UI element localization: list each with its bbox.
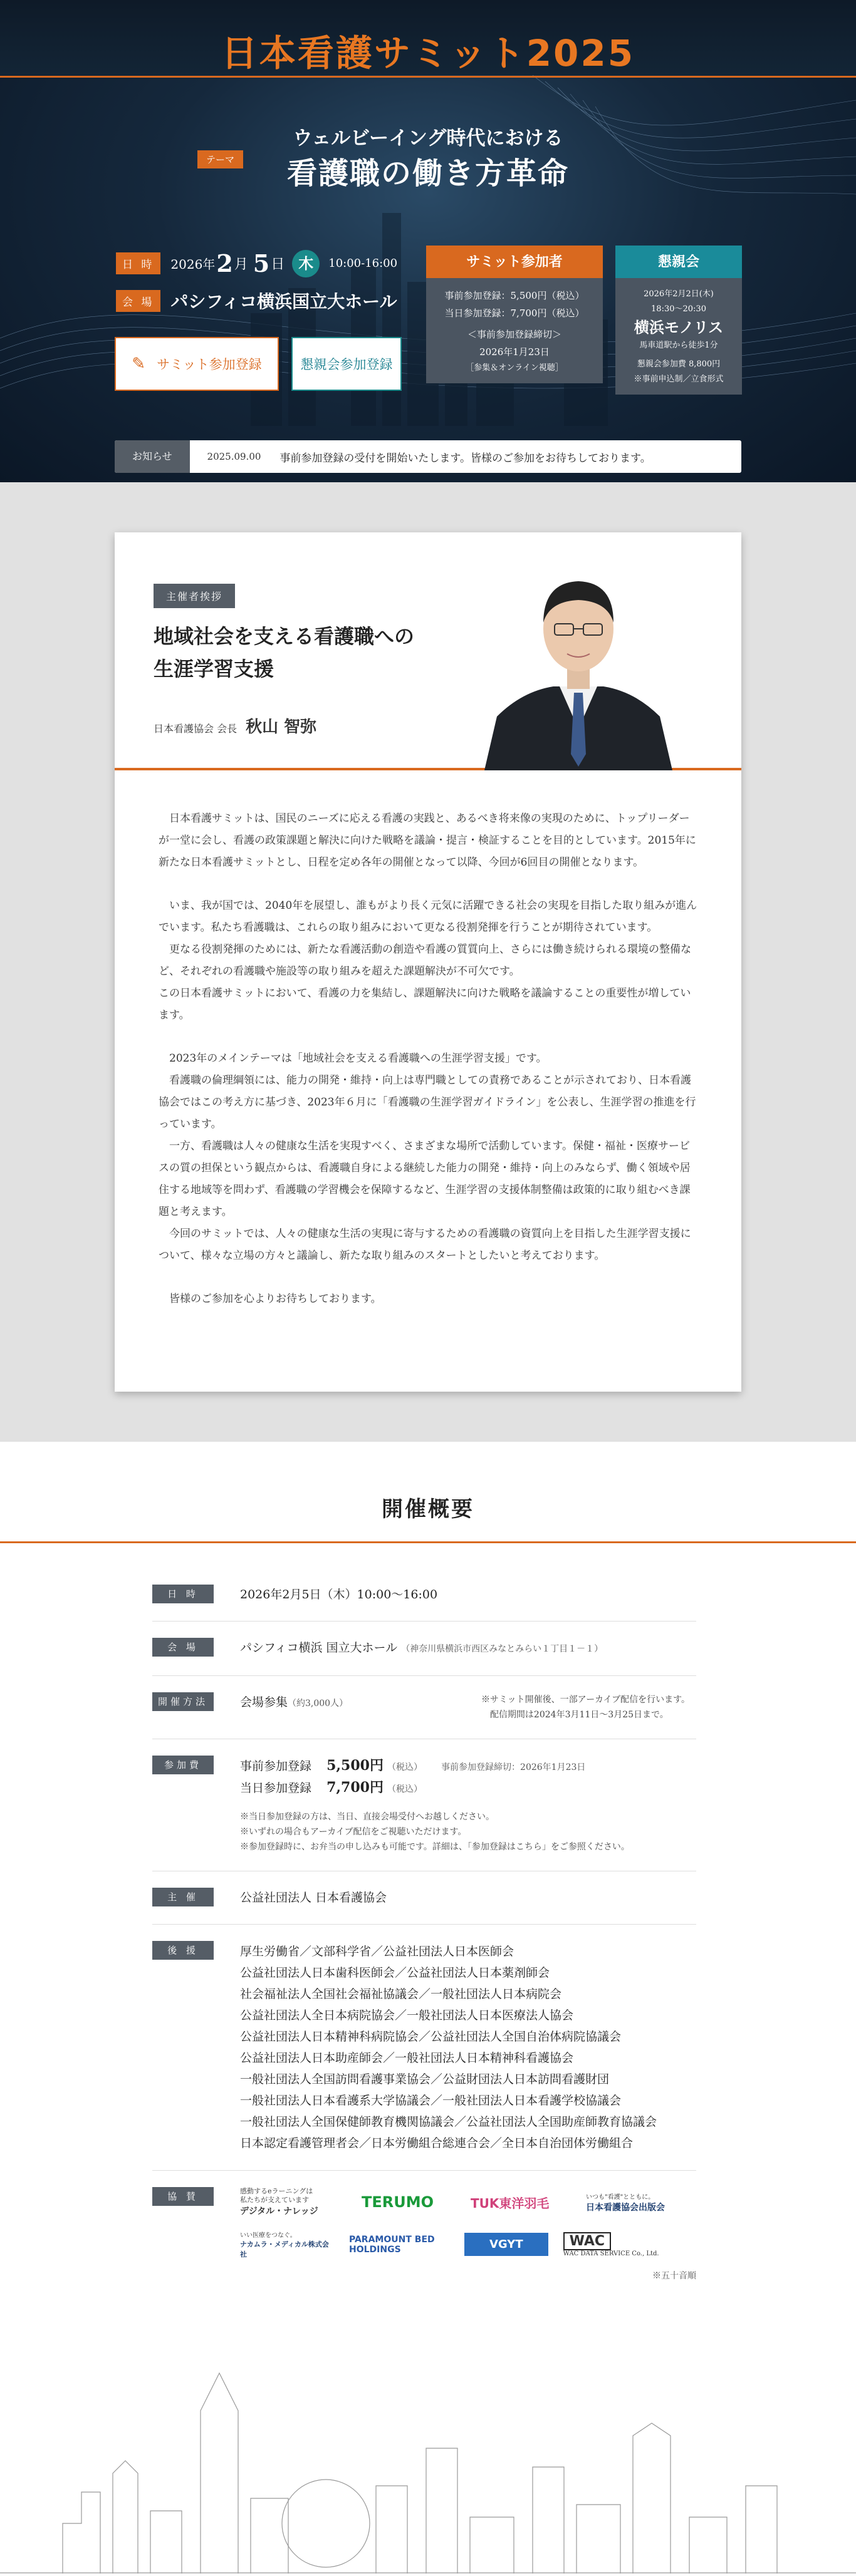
party-time: 18:30～20:30 (651, 304, 706, 314)
president-portrait (484, 547, 672, 770)
date-label: 日 時 (116, 252, 160, 274)
date-day: 5 (253, 249, 270, 277)
row-value (240, 1941, 696, 2154)
day-fee-label: 当日参加登録 (240, 1781, 312, 1795)
row-label: 参加費 (152, 1756, 214, 1774)
pencil-icon: ✎ (132, 354, 146, 373)
row-label: 協 賛 (152, 2187, 214, 2206)
party-register-button[interactable] (291, 337, 402, 391)
row-label: 日 時 (152, 1585, 214, 1603)
supporter-line: 日本認定看護管理者会／日本労働組合総連合会／全日本自治団体労働組合 (240, 2136, 634, 2150)
sponsor-logo-tuk[interactable]: TUK東洋羽毛 (471, 2195, 550, 2211)
sponsor-logo-wac[interactable] (563, 2232, 664, 2257)
sponsor-logo-paramount-bed[interactable]: PARAMOUNT BED HOLDINGS (349, 2234, 435, 2255)
sponsor-order-note: ※五十音順 (652, 2271, 696, 2281)
sponsor-logo-nakamura[interactable] (240, 2230, 334, 2259)
overview-row-venue (152, 1622, 696, 1676)
jna-name: 日本看護協会出版会 (586, 2202, 665, 2213)
row-value (240, 1756, 696, 1854)
notice-bar (115, 440, 741, 473)
row-value: 公益社団法人 日本看護協会 (240, 1891, 387, 1905)
overview-row-support (152, 1925, 696, 2171)
overview-row-host (152, 1871, 696, 1925)
signature-org: 日本看護協会 会長 (154, 723, 237, 735)
party-venue: 横浜モノリス (634, 318, 724, 336)
notice-date: 2025.09.00 (207, 451, 261, 462)
day-fee-price: 7,700円 (326, 1779, 384, 1796)
city-skyline-illustration (0, 2335, 856, 2573)
theme-title: 看護職の働き方革命 (286, 156, 569, 191)
signature-name: 秋山 智弥 (246, 718, 317, 737)
supporter-line: 社会福祉法人全国社会福祉協議会／一般社団法人日本病院会 (240, 1987, 562, 2001)
sponsor-logo-vgyt[interactable]: VGYT (464, 2233, 548, 2256)
fee-deadline: 事前参加登録締切：2026年1月23日 (441, 1762, 586, 1772)
date-month-unit: 月 (234, 257, 248, 272)
event-title: 日本看護サミット2025 (221, 32, 635, 75)
notice-label: お知らせ (115, 440, 190, 473)
greeting-title-line1: 地域社会を支える看護職への (154, 624, 415, 648)
method-value: 会場参集 (240, 1695, 288, 1709)
notice-text[interactable]: 事前参加登録の受付を開始いたします。皆様のご参加をお待ちしております。 (279, 452, 651, 465)
sponsor-logo-terumo[interactable]: TERUMO (362, 2193, 434, 2211)
row-label: 会 場 (152, 1638, 214, 1657)
supporter-line: 厚生労働省／文部科学省／公益社団法人日本医師会 (240, 1945, 514, 1958)
pre-fee-tax: （税込） (387, 1762, 422, 1772)
header-accent-line (0, 76, 856, 78)
overview-table (152, 1568, 696, 2298)
supporter-line: 一般社団法人全国保健師教育機関協議会／公益社団法人全国助産師教育協議会 (240, 2115, 657, 2129)
summit-fee-card (426, 246, 603, 383)
method-capacity: （約3,000人） (288, 1699, 348, 1709)
party-card-body (615, 278, 742, 395)
pre-fee-price: 5,500円 (326, 1757, 384, 1774)
date-day-unit: 日 (271, 257, 285, 272)
summit-day-fee: 当日参加登録：7,700円（税込） (444, 308, 585, 319)
greeting-header (115, 532, 741, 770)
party-card-title: 懇親会 (615, 246, 742, 278)
party-date: 2026年2月2日(木) (644, 289, 714, 299)
dk-tagline: 感動するeラーニングは (240, 2187, 313, 2195)
overview-row-sponsor (152, 2171, 696, 2298)
summit-deadline-date: 2026年1月23日 (479, 346, 550, 358)
archive-period: 配信期間は2024年3月11日～3月25日まで。 (489, 1710, 669, 1720)
overview-title: 開催概要 (382, 1497, 474, 1522)
summit-register-button[interactable] (115, 337, 279, 391)
greeting-paragraph: いま、我が国では、2040年を展望し、誰もがより長く元気に活躍できる社会の実現を目指した取り組みが進んでいます。私たち看護職は、これらの取り組みにおいて更なる役割発揮を行うことが期待されています。 更なる役割発揮のためには、新たな看護活動の創造や看護の質質向上、さらには働き続けられる環境の整備など、それぞれの看護職や施設等の取り組みを超えた課題解決が不可欠です。 この日本看護サミットにおいて、看護の力を集結し、課題解決に向けた戦略を議論することの重要性が増しています。 (159, 899, 697, 1022)
greeting-badge: 主催者挨拶 (154, 584, 235, 608)
row-value (240, 1638, 696, 1659)
venue-label: 会 場 (116, 290, 160, 312)
sponsor-logos (240, 2187, 696, 2259)
supporter-line: 公益社団法人日本精神科病院協会／公益社団法人全国自治体病院協議会 (240, 2030, 622, 2044)
wac-mark: WAC (563, 2232, 611, 2250)
weekday-badge: 木 (292, 250, 320, 277)
greeting-title (154, 620, 414, 685)
dk-name: デジタル・ナレッジ (240, 2206, 318, 2216)
row-value (240, 1692, 696, 1722)
overview-row-date (152, 1568, 696, 1622)
supporter-line: 公益社団法人全日本病院協会／一般社団法人日本医療法人協会 (240, 2009, 574, 2022)
event-date-row (116, 249, 397, 277)
summit-register-label: サミット参加登録 (157, 357, 262, 372)
venue-address: （神奈川県横浜市西区みなとみらい１丁目１－１） (401, 1644, 603, 1654)
greeting-card (115, 532, 741, 1392)
day-fee-tax: （税込） (387, 1784, 422, 1794)
event-venue-row (116, 288, 397, 313)
party-access: 馬車道駅から徒歩1分 (639, 341, 718, 350)
row-value: 2026年2月5日（木）10:00～16:00 (240, 1588, 438, 1601)
jna-tagline: いつも"看護"とともに。 (586, 2193, 655, 2201)
sponsor-logo-jna-publishing[interactable] (586, 2191, 692, 2213)
supporter-line: 公益社団法人日本歯科医師会／公益社団法人日本薬剤師会 (240, 1966, 550, 1980)
summit-card-body (426, 278, 603, 383)
party-note: ※事前申込制／立食形式 (634, 375, 724, 384)
greeting-paragraph: 皆様のご参加を心よりお待ちしております。 (159, 1293, 382, 1305)
greeting-paragraph: 2023年のメインテーマは「地域社会を支える看護職への生涯学習支援」です。 看護職の倫理綱領には、能力の開発・維持・向上は専門職としての責務であることが示されており、日本看護協会ではこの考え方に基づき、2023年６月に「看護職の生涯学習ガイドライン」を公表し、生涯学習の推進を行っています。 一方、看護職は人々の健康な生活を実現すべく、さまざまな場所で活動しています。保健・福祉・医療サービスの質の担保という観点からは、看護職自身による継続した能力の開発・維持・向上のみならず、働く領域や居住する地域等を問わず、看護職の学習機会を保障するなど、生涯学習の支援体制整備は政策的に取り組むべき課題と考えます。 今回のサミットでは、人々の健康な生活の実現に寄与するための看護職の資質向上を目指した生涯学習支援について、様々な立場の方々と議論し、新たな取り組みのスタートとしたいと考えております。 (159, 1052, 696, 1262)
hero (0, 0, 856, 482)
summit-pre-fee: 事前参加登録：5,500円（税込） (444, 290, 585, 301)
dk-tagline2: 私たちが支えています (240, 2196, 309, 2204)
greeting-paragraph: 日本看護サミットは、国民のニーズに応える看護の実践と、あるべき将来像の実現のために、トップリーダーが一堂に会し、看護の政策課題と解決に向けた戦略を議論・提言・検証することを目的としています。2015年に新たな日本看護サミットとし、日程を定め各年の開催となって以降、今回が6回目の開催となります。 (159, 812, 696, 869)
theme-subtitle: ウェルビーイング時代における (293, 127, 563, 150)
greeting-body (159, 808, 697, 1332)
row-label: 後 援 (152, 1941, 214, 1960)
archive-note: ※サミット開催後、一部アーカイブ配信を行います。 (481, 1695, 690, 1705)
overview-accent-line (0, 1541, 856, 1543)
event-time: 10:00-16:00 (328, 257, 398, 270)
summit-card-title: サミット参加者 (426, 246, 603, 278)
greeting-title-line2: 生涯学習支援 (154, 657, 274, 681)
supporter-line: 一般社団法人全国訪問看護事業協会／公益財団法人日本訪問看護財団 (240, 2072, 610, 2086)
greeting-section (0, 482, 856, 1442)
overview-row-fee (152, 1739, 696, 1871)
fee-note: ※参加登録時に、お弁当の申し込みも可能です。詳細は、「参加登録はこちら」をご参照ください。 (240, 1842, 630, 1852)
sponsor-logo-digital-knowledge[interactable] (240, 2187, 347, 2217)
date-year: 2026年 (170, 257, 216, 272)
nakamura-tagline: いい医療をつなぐ。 (240, 2232, 296, 2239)
party-card (615, 246, 742, 395)
fee-note: ※いずれの場合もアーカイブ配信をご視聴いただけます。 (240, 1827, 467, 1837)
venue-value: パシフィコ横浜 国立大ホール (240, 1641, 398, 1655)
overview-row-method (152, 1676, 696, 1739)
summit-format: ［参集＆オンライン視聴］ (466, 363, 563, 373)
party-fee: 懇親会参加費 8,800円 (637, 360, 721, 369)
fee-note: ※当日参加登録の方は、当日、直接会場受付へお越しください。 (240, 1812, 494, 1822)
row-label: 主 催 (152, 1888, 214, 1906)
supporter-line: 公益社団法人日本助産師会／一般社団法人日本精神科看護協会 (240, 2051, 574, 2065)
row-label: 開催方法 (152, 1692, 214, 1711)
pre-fee-label: 事前参加登録 (240, 1759, 312, 1773)
date-month: 2 (216, 249, 233, 277)
summit-deadline-label: ＜事前参加登録締切＞ (467, 329, 561, 340)
nakamura-name: ナカムラ・メディカル株式会社 (240, 2240, 329, 2258)
venue-name: パシフィコ横浜国立大ホール (170, 291, 397, 312)
supporter-line: 一般社団法人日本看護系大学協議会／一般社団法人日本看護学校協議会 (240, 2094, 622, 2108)
theme-badge: テーマ (197, 150, 243, 168)
party-register-label: 懇親会参加登録 (300, 357, 393, 372)
wac-sub: WAC DATA SERVICE Co., Ltd. (563, 2250, 659, 2257)
greeting-signature (154, 714, 316, 737)
overview-section (0, 1492, 856, 2576)
